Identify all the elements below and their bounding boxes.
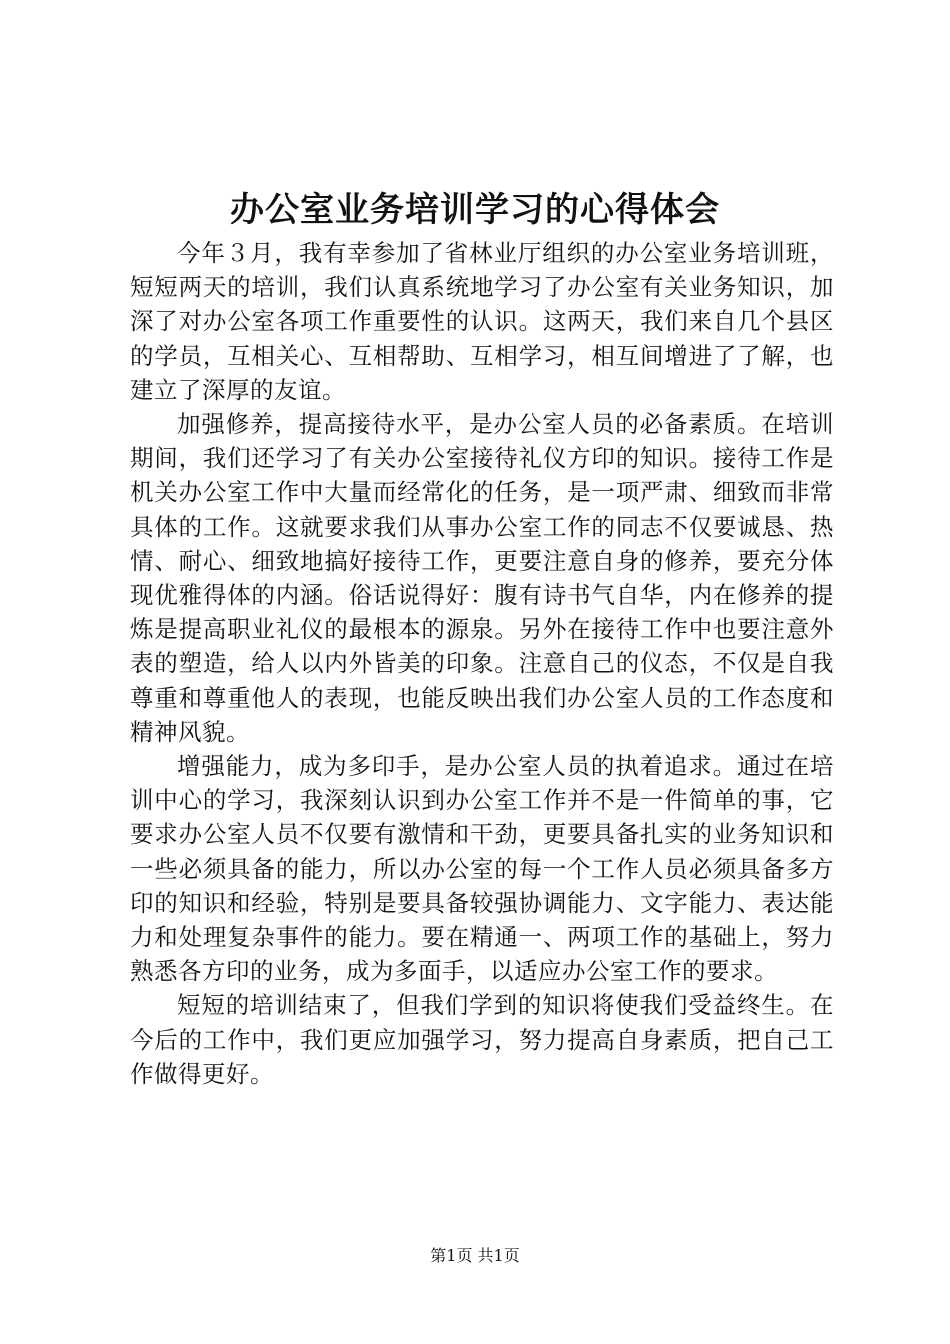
paragraph-2: 加强修养，提高接待水平，是办公室人员的必备素质。在培训期间，我们还学习了有关办公室接待礼仪方印的知识。接待工作是机关办公室工作中大量而经常化的任务，是一项严肃、细致而非常具体的工作。这就要求我们从事办公室工作的同志不仅要诚恳、热情、耐心、细致地搞好接待工作，更要注意自身的修养，要充分体现优雅得体的内涵。俗话说得好：腹有诗书气自华，内在修养的提炼是提高职业礼仪的最根本的源泉。另外在接待工作中也要注意外表的塑造，给人以内外皆美的印象。注意自己的仪态，不仅是自我尊重和尊重他人的表现，也能反映出我们办公室人员的工作态度和精神风貌。: [130, 410, 834, 746]
document-body: [130, 236, 834, 1091]
page-number-footer: 第1页 共1页: [430, 1246, 520, 1265]
paragraph-3: 增强能力，成为多印手，是办公室人员的执着追求。通过在培训中心的学习，我深刻认识到办公室工作并不是一件简单的事，它要求办公室人员不仅要有激情和干劲，更要具备扎实的业务知识和一些必须具备的能力，所以办公室的每一个工作人员必须具备多方印的知识和经验，特别是要具备较强协调能力、文字能力、表达能力和处理复杂事件的能力。要在精通一、两项工作的基础上，努力熟悉各方印的业务，成为多面手，以适应办公室工作的要求。: [130, 752, 834, 986]
paragraph-1: 今年３月，我有幸参加了省林业厅组织的办公室业务培训班，短短两天的培训，我们认真系统地学习了办公室有关业务知识，加深了对办公室各项工作重要性的认识。这两天，我们来自几个县区的学员，互相关心、互相帮助、互相学习，相互间增进了了解，也建立了深厚的友谊。: [130, 239, 834, 404]
paragraph-4: 短短的培训结束了，但我们学到的知识将使我们受益终生。在今后的工作中，我们更应加强学习，努力提高自身素质，把自己工作做得更好。: [130, 991, 834, 1088]
document-title: 办公室业务培训学习的心得体会: [230, 190, 720, 230]
